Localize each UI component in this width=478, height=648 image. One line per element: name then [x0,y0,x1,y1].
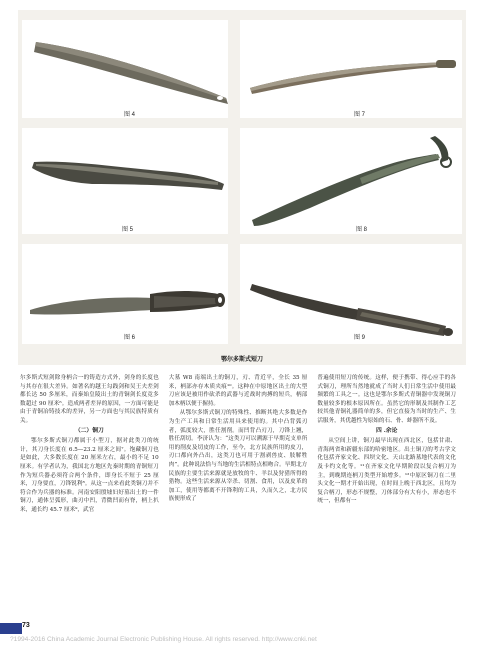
figure-panel-9 [240,244,462,344]
figure-panel-7 [240,20,462,118]
figure-label-5: 图 5 [122,227,134,233]
figure-panel-5 [22,128,228,234]
paragraph: 大墓 W8 南端出土的铜刀，刃、背近平，全长 35 厘米，柄部亦存木质夹痕¹⁰。这种在中原地区出土的大型刀应该是被用作砍杀的武器与近战时肉搏的短兵，柄部加木柄以便于握持。 [168,375,308,407]
paragraph: 从空间上讲，铜刀最早出现在西北区，包括甘肃、青海两省和新疆东部的哈密地区。出土铜刀的考古学文化包括齐家文化、四坝文化、天山北路墓地代表的文化及卡约文化等。¹¹在齐家文化早期阶段以复合柄刀为主，到晚期连柄刀类型开始增多。¹²中原区铜刀在二里头文化一期才开始出现，在时间上晚于西北区，且均为复合柄刀，形态不规整，刀体部分有大有小，形态也不统一，但都有一 [317,438,457,505]
figure-label-7: 图 7 [354,112,366,118]
figure-panel-8b [22,244,228,344]
text-column-3 [317,374,456,622]
paragraph: 鄂尔多斯式铜刀都属于小型刀，据对此类刀的统计，其刀身长度在 6.5—23.2 厘米之间⁷。饱藏铜刀也是如此，大多数长度在 20 厘米左右，最小的不足 10 厘米。有学者认为，我国北方地区先秦时期的青铜短刀作为短兵器必须符合两个条件，即身长不短于 25 厘米，刀身要直，刀锋锐利⁸。从这一点来看此类铜刀并不符合作为兵器的标准。河南安阳殷墟妇好墓出土的一件铜刀，通体呈弧形，曲刃中凹，背微凹而有脊，柄上扒米，通长约 45.7 厘米⁹，武官 [20,438,159,513]
text-column-1 [20,374,159,622]
bronze-knife-image-8b [22,244,228,344]
paragraph: 从鄂尔多斯式铜刀的特殊性、推断其绝大多数是作为生产工具和日常生活用具来使用的。其中凸背弧刃者，弧度较大，胜任割削。而凹背凸刃刀，刀锋上翘，胜任刮切。李济认为：“这类刀可以溯源于早期克支单所用的削皮及切皮的工作，至今，北方民族所用的皮刀，刃口都向外凸出，这类刀也可用于割剥兽皮、肢解牲肉”。此种说法恰与当地的生活相特点相吻合。早期北方民族的主要生活来源就是放牧的牛、羊以及狩猎所得的猎物。这些生活来源从宰杀、切割、食用，以及皮革的加工，使用等都离不开锋利的工具，久而久之，北方民族便形成了 [168,410,308,503]
bronze-knife-image-7 [240,20,462,118]
paragraph: 普遍使用短刀的传统。这样，便于携带、得心应手的各式铜刀，理所当然地就成了当时人们日常生活中使用最频繁的工具之一。这也是鄂尔多斯式青铜器中发现铜刀数量较多的根本原因所在。虽然它的形制及其制作工艺较其他青铜礼器简单的多，但它直接为当时的生产、生活服务，其优越性为原始的石、骨、蚌器所不及。 [317,375,457,424]
text-column-2 [169,374,308,622]
figure-label-4: 图 4 [124,112,136,118]
paragraph: 尔多斯式短剑除身柄合一的铸造方式外，剑身的长度也与其存在很大差异。如著名的越王勾践剑和吴王夫差剑都长达 50 多厘米，而秦始皇陵出土的青铜剑长度竟多数超过 90 厘米⁶。造成两者差异的原因，一方面可能是由于青铜冶铸技术的差异，另一方面也与其民族特质有关。 [20,375,159,424]
figure-panel-8a [240,128,462,234]
figure-label-8b: 图 6 [124,335,136,341]
section-heading: （二）铜刀 [74,427,104,434]
bronze-knife-image-4 [22,20,228,118]
figure-panel-4 [22,20,228,118]
bronze-knife-image-9 [240,244,462,344]
bronze-knife-image-8a [240,128,462,234]
figure-label-9: 图 9 [354,335,366,341]
figure-plate [18,10,466,365]
article-body [20,374,456,622]
copyright-footer: ?1994-2016 China Academic Journal Electronic Publishing House. All rights reserved. http://www.cnki.net [10,636,317,643]
page-tab [0,623,22,634]
figure-caption: 鄂尔多斯式短刀 [220,357,263,363]
page-number: 73 [22,622,30,629]
section-heading: 四 .余论 [375,427,398,434]
figure-label-8a: 图 8 [356,227,368,233]
bronze-knife-image-5 [22,128,228,234]
